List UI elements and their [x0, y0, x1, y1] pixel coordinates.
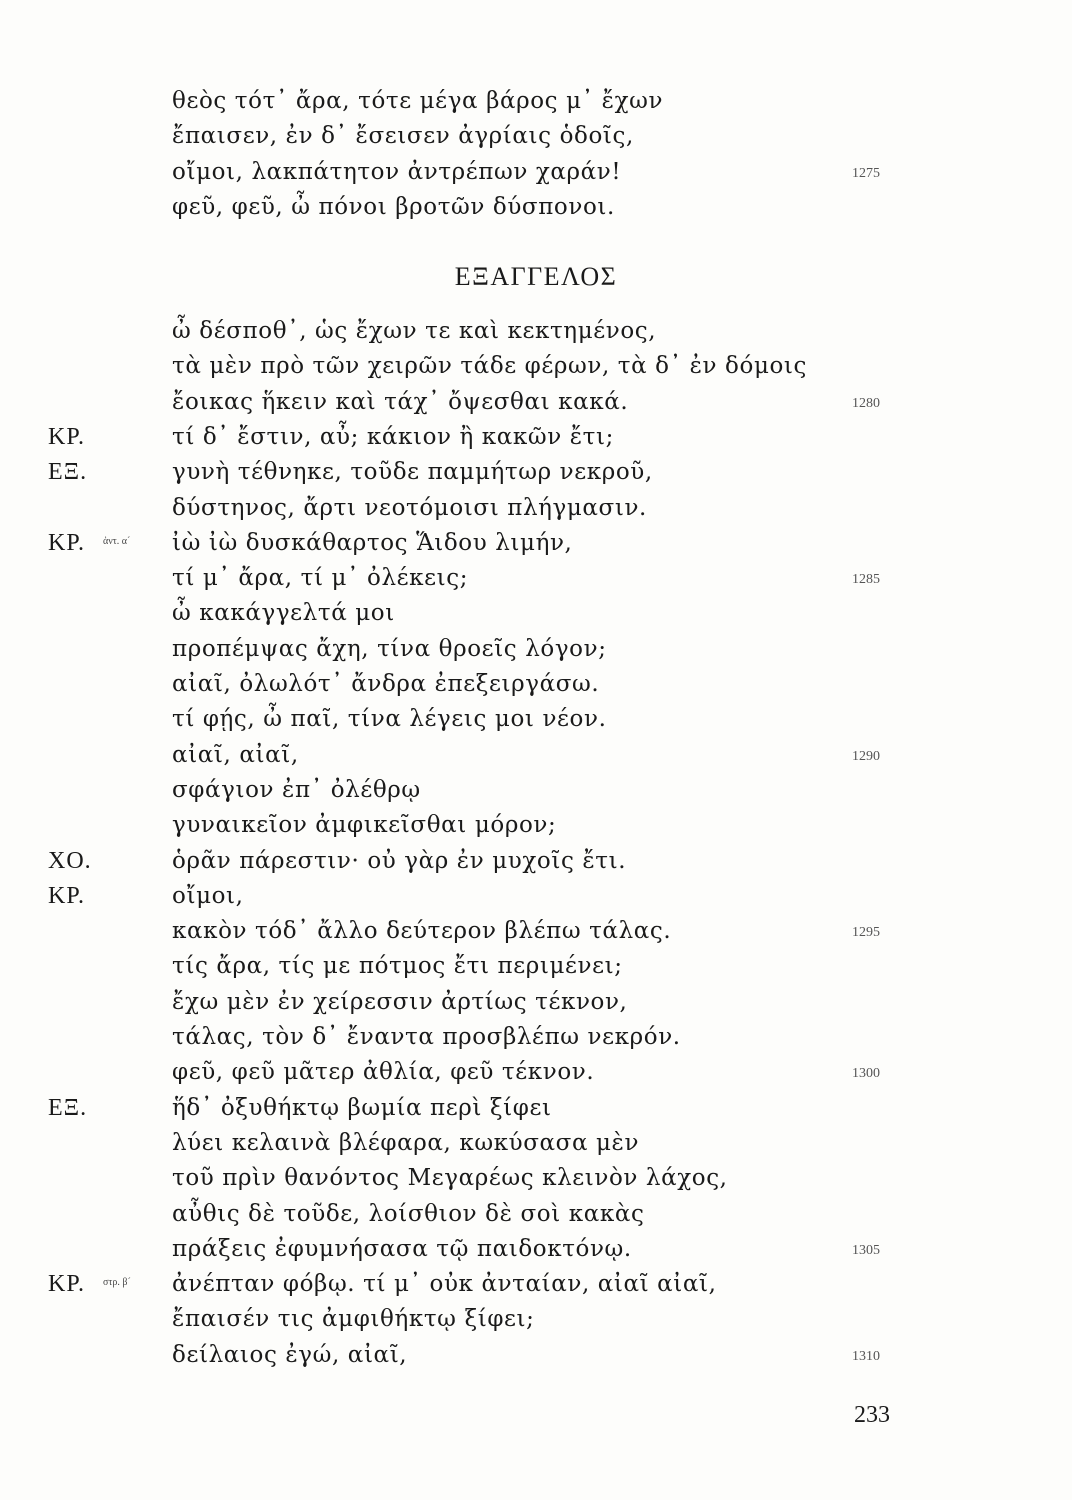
verse-text: ἔοικας ἥκειν καὶ τάχ᾽ ὄψεσθαι κακά. [172, 388, 629, 415]
verse-line [0, 777, 1072, 812]
verse-text: θεὸς τότ᾽ ἄρα, τότε μέγα βάρος μ᾽ ἔχων [172, 88, 664, 114]
verse-text: πράξεις ἐφυμνήσασα τῷ παιδοκτόνῳ. [172, 1235, 632, 1262]
verse-text: τί φῄς, ὦ παῖ, τίνα λέγεις μοι νέον. [172, 706, 607, 733]
verse-line [0, 742, 1072, 777]
verse-line [0, 1201, 1072, 1236]
verse-line [0, 953, 1072, 988]
verse-text: τί δ᾽ ἔστιν, αὖ; κάκιον ἢ κακῶν ἔτι; [172, 423, 614, 450]
verse-text: οἴμοι, λακπάτητον ἀντρέπων χαράν! [172, 158, 622, 185]
verse-line [0, 671, 1072, 706]
verse-text: ἀνέπταν φόβῳ. τί μ᾽ οὐκ ἀνταίαν, αἰαῖ αἰαῖ, [172, 1271, 717, 1298]
verse-text: σφάγιον ἐπ᾽ ὀλέθρῳ [172, 776, 421, 803]
verse-text: κακὸν τόδ᾽ ἄλλο δεύτερον βλέπω τάλας. [172, 918, 672, 945]
speaker-label: ΚΡ. [48, 882, 86, 909]
line-number: 1310 [852, 1348, 880, 1364]
verse-text: ἥδ᾽ ὀξυθήκτῳ βωμία περὶ ξίφει [172, 1094, 552, 1121]
verse-line [0, 530, 1072, 565]
verse-line [0, 918, 1072, 953]
verse-line [0, 600, 1072, 635]
verse-line [0, 353, 1072, 388]
verse-text: τάλας, τὸν δ᾽ ἔναντα προσβλέπω νεκρόν. [172, 1024, 681, 1050]
strophe-marker: ἀντ. α´ [103, 535, 131, 547]
verse-text: λύει κελαινὰ βλέφαρα, κωκύσασα μὲν [172, 1129, 640, 1156]
verse-line [0, 565, 1072, 600]
verse-line [0, 424, 1072, 459]
verse-text: αἰαῖ, ὀλωλότ᾽ ἄνδρα ἐπεξειργάσω. [172, 671, 600, 697]
verse-line [0, 1236, 1072, 1271]
page-number: 233 [854, 1402, 890, 1428]
verse-text: ἔχω μὲν ἐν χείρεσσιν ἀρτίως τέκνον, [172, 988, 628, 1015]
line-number: 1280 [852, 395, 880, 411]
verse-text: ἔπαισέν τις ἀμφιθήκτῳ ξίφει; [172, 1306, 535, 1333]
verse-line [0, 159, 1072, 194]
verse-text: ὦ δέσποθ᾽, ὡς ἔχων τε καὶ κεκτημένος, [172, 318, 657, 344]
verse-text: φεῦ, φεῦ, ὦ πόνοι βροτῶν δύσπονοι. [172, 193, 615, 220]
speaker-label: ΕΞ. [48, 459, 88, 486]
verse-text: προπέμψας ἄχη, τίνα θροεῖς λόγον; [172, 635, 607, 662]
verse-text: φεῦ, φεῦ μᾶτερ ἀθλία, φεῦ τέκνον. [172, 1059, 595, 1086]
verse-line [0, 1306, 1072, 1341]
verse-text: τοῦ πρὶν θανόντος Μεγαρέως κλεινὸν λάχος, [172, 1165, 728, 1192]
verse-line [0, 848, 1072, 883]
verse-text: ὦ κακάγγελτά μοι [172, 600, 395, 627]
speaker-label: ΚΡ. [48, 1271, 86, 1298]
verse-text: οἴμοι, [172, 882, 244, 909]
verse-line [0, 1342, 1072, 1377]
verse-line [0, 495, 1072, 530]
line-number: 1305 [852, 1242, 880, 1258]
verse-text: αἰαῖ, αἰαῖ, [172, 741, 299, 768]
line-number: 1290 [852, 748, 880, 764]
verse-line [0, 1024, 1072, 1059]
line-number: 1275 [852, 165, 880, 181]
strophe-marker: στρ. β´ [103, 1277, 131, 1289]
verse-line [0, 1165, 1072, 1200]
verse-text: τὰ μὲν πρὸ τῶν χειρῶν τάδε φέρων, τὰ δ᾽ ἐν δόμοις [172, 353, 808, 380]
line-number: 1295 [852, 925, 880, 941]
speaker-label: ΚΡ. [48, 423, 86, 450]
verse-line [0, 1130, 1072, 1165]
speaker-label: ΚΡ. [48, 529, 86, 556]
verse-line [0, 989, 1072, 1024]
verse-text: ὁρᾶν πάρεστιν· οὐ γὰρ ἐν μυχοῖς ἔτι. [172, 847, 627, 874]
speaker-label: ΕΞ. [48, 1094, 88, 1121]
verse-line [0, 706, 1072, 741]
verse-text: τίς ἄρα, τίς με πότμος ἔτι περιμένει; [172, 953, 623, 980]
verse-text: ἔπαισεν, ἐν δ᾽ ἔσεισεν ἀγρίαις ὁδοῖς, [172, 123, 634, 150]
verse-text: δύστηνος, ἄρτι νεοτόμοισι πλήγμασιν. [172, 494, 647, 521]
section-heading: ΕΞΑΓΓΕΛΟΣ [454, 262, 618, 291]
verse-line [0, 194, 1072, 229]
verse-line [0, 318, 1072, 353]
verse-text: αὖθις δὲ τοῦδε, λοίσθιον δὲ σοὶ κακὰς [172, 1200, 645, 1227]
verse-line [0, 459, 1072, 494]
verse-line [0, 812, 1072, 847]
verse-text: γυνὴ τέθνηκε, τοῦδε παμμήτωρ νεκροῦ, [172, 459, 653, 486]
verse-line [0, 1059, 1072, 1094]
verse-text: τί μ᾽ ἄρα, τί μ᾽ ὀλέκεις; [172, 565, 469, 592]
verse-line [0, 88, 1072, 123]
verse-line [0, 1095, 1072, 1130]
verse-line [0, 123, 1072, 158]
verse-line [0, 636, 1072, 671]
verse-line [0, 1271, 1072, 1306]
speaker-label: ΧΟ. [48, 847, 92, 874]
verse-line [0, 883, 1072, 918]
line-number: 1300 [852, 1066, 880, 1082]
verse-text: ἰὼ ἰὼ δυσκάθαρτος Ἅιδου λιμήν, [172, 529, 573, 556]
verse-text: γυναικεῖον ἀμφικεῖσθαι μόρον; [172, 812, 557, 839]
verse-line [0, 389, 1072, 424]
verse-text: δείλαιος ἐγώ, αἰαῖ, [172, 1341, 408, 1368]
line-number: 1285 [852, 572, 880, 588]
